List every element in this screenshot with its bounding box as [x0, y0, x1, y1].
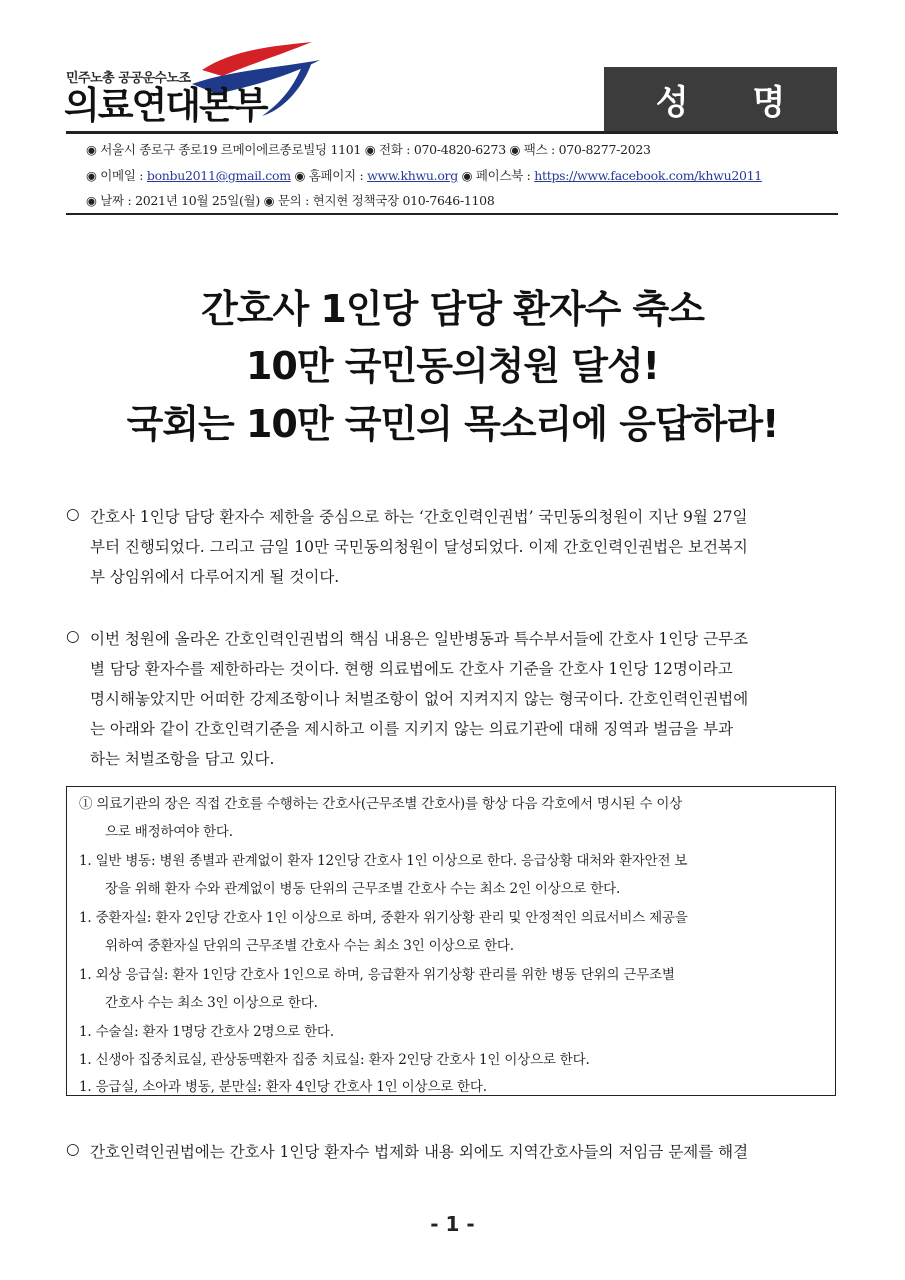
paragraph-line: 는 아래와 같이 간호인력기준을 제시하고 이를 지키지 않는 의료기관에 대해 징역과 벌금을 부과: [90, 720, 734, 738]
law-line: 1. 응급실, 소아과 병동, 분만실: 환자 4인당 간호사 1인 이상으로 한다.: [79, 1079, 487, 1095]
facebook-label: ◉ 페이스북 :: [457, 168, 535, 183]
law-line: 간호사 수는 최소 3인 이상으로 한다.: [105, 995, 318, 1011]
law-line: 장을 위해 환자 수와 관계없이 병동 단위의 근무조별 간호사 수는 최소 2인 이상으로 한다.: [105, 881, 621, 897]
org-name: 의료연대본부: [64, 84, 267, 127]
paragraph-line: 이번 청원에 올라온 간호인력인권법의 핵심 내용은 일반병동과 특수부서들에 간호사 1인당 근무조: [90, 630, 749, 648]
law-line: 위하여 중환자실 단위의 근무조별 간호사 수는 최소 3인 이상으로 한다.: [105, 938, 514, 954]
contact-line-online: [86, 166, 762, 184]
law-line: 1. 중환자실: 환자 2인당 간호사 1인 이상으로 하며, 중환자 위기상황 관리 및 안정적인 의료서비스 제공을: [79, 910, 688, 926]
paragraph-bullet: ○: [66, 1140, 80, 1158]
paragraph-2: [66, 627, 841, 777]
homepage-label: ◉ 홈페이지 :: [290, 168, 368, 183]
date-contact-text: ◉ 날짜 : 2021년 10월 25일(월) ◉ 문의 : 현지현 정책국장 010-7646-1108: [86, 193, 495, 208]
paragraph-line: 간호사 1인당 담당 환자수 제한을 중심으로 하는 ‘간호인력인권법’ 국민동의청원이 지난 9월 27일: [90, 508, 748, 526]
facebook-link[interactable]: https://www.facebook.com/khwu2011: [534, 168, 762, 183]
paragraph-line: 하는 처벌조항을 담고 있다.: [90, 750, 275, 768]
law-line: 1. 신생아 집중치료실, 관상동맥환자 집중 치료실: 환자 2인당 간호사 1인 이상으로 한다.: [79, 1052, 590, 1068]
contact-address-text: ◉ 서울시 종로구 종로19 르메이에르종로빌딩 1101 ◉ 전화 : 070-4820-6273 ◉ 팩스 : 070-8277-2023: [86, 142, 651, 157]
contact-line-date: [86, 191, 494, 209]
email-link[interactable]: bonbu2011@gmail.com: [146, 168, 291, 183]
title-line-1: 간호사 1인당 담당 환자수 축소: [201, 287, 704, 331]
paragraph-bullet: ○: [66, 627, 80, 645]
contact-line-address: [86, 140, 651, 158]
paragraph-line: 부터 진행되었다. 그리고 금일 10만 국민동의청원이 달성되었다. 이제 간호인력인권법은 보건복지: [90, 538, 748, 556]
law-line: 1. 수술실: 환자 1명당 간호사 2명으로 한다.: [79, 1024, 334, 1040]
title-line-3: 국회는 10만 국민의 목소리에 응답하라!: [126, 402, 779, 446]
paragraph-line: 부 상임위에서 다루어지게 될 것이다.: [90, 568, 340, 586]
paragraph-line: 명시해놓았지만 어떠한 강제조항이나 처벌조항이 없어 지켜지지 않는 형국이다. 간호인력인권법에: [90, 690, 749, 708]
org-logo: [66, 40, 316, 130]
header-rule-top: [66, 131, 838, 134]
union-name: 민주노총 공공운수노조: [66, 71, 191, 86]
paragraph-line: 간호인력인권법에는 간호사 1인당 환자수 법제화 내용 외에도 지역간호사들의 저임금 문제를 해결: [90, 1143, 749, 1161]
header-rule-bottom: [66, 213, 838, 215]
law-line: ① 의료기관의 장은 직접 간호를 수행하는 간호사(근무조별 간호사)를 항상 다음 각호에서 명시된 수 이상: [79, 796, 683, 812]
paragraph-3: [66, 1140, 841, 1170]
law-line: 1. 외상 응급실: 환자 1인당 간호사 1인으로 하며, 응급환자 위기상황 관리를 위한 병동 단위의 근무조별: [79, 967, 675, 983]
page-number: - 1 -: [430, 1212, 475, 1236]
law-line: 1. 일반 병동: 병원 종별과 관계없이 환자 12인당 간호사 1인 이상으로 한다. 응급상황 대처와 환자안전 보: [79, 853, 688, 869]
law-line: 으로 배정하여야 한다.: [105, 824, 233, 840]
paragraph-line: 별 담당 환자수를 제한하라는 것이다. 현행 의료법에도 간호사 기준을 간호사 1인당 12명이라고: [90, 660, 733, 678]
paragraph-1: [66, 505, 841, 595]
title-line-2: 10만 국민동의청원 달성!: [245, 344, 660, 388]
document-type-badge: 성 명: [604, 67, 837, 131]
paragraph-bullet: ○: [66, 505, 80, 523]
email-label: ◉ 이메일 :: [86, 168, 147, 183]
law-provisions-box: [66, 786, 836, 1096]
homepage-link[interactable]: www.khwu.org: [367, 168, 458, 183]
